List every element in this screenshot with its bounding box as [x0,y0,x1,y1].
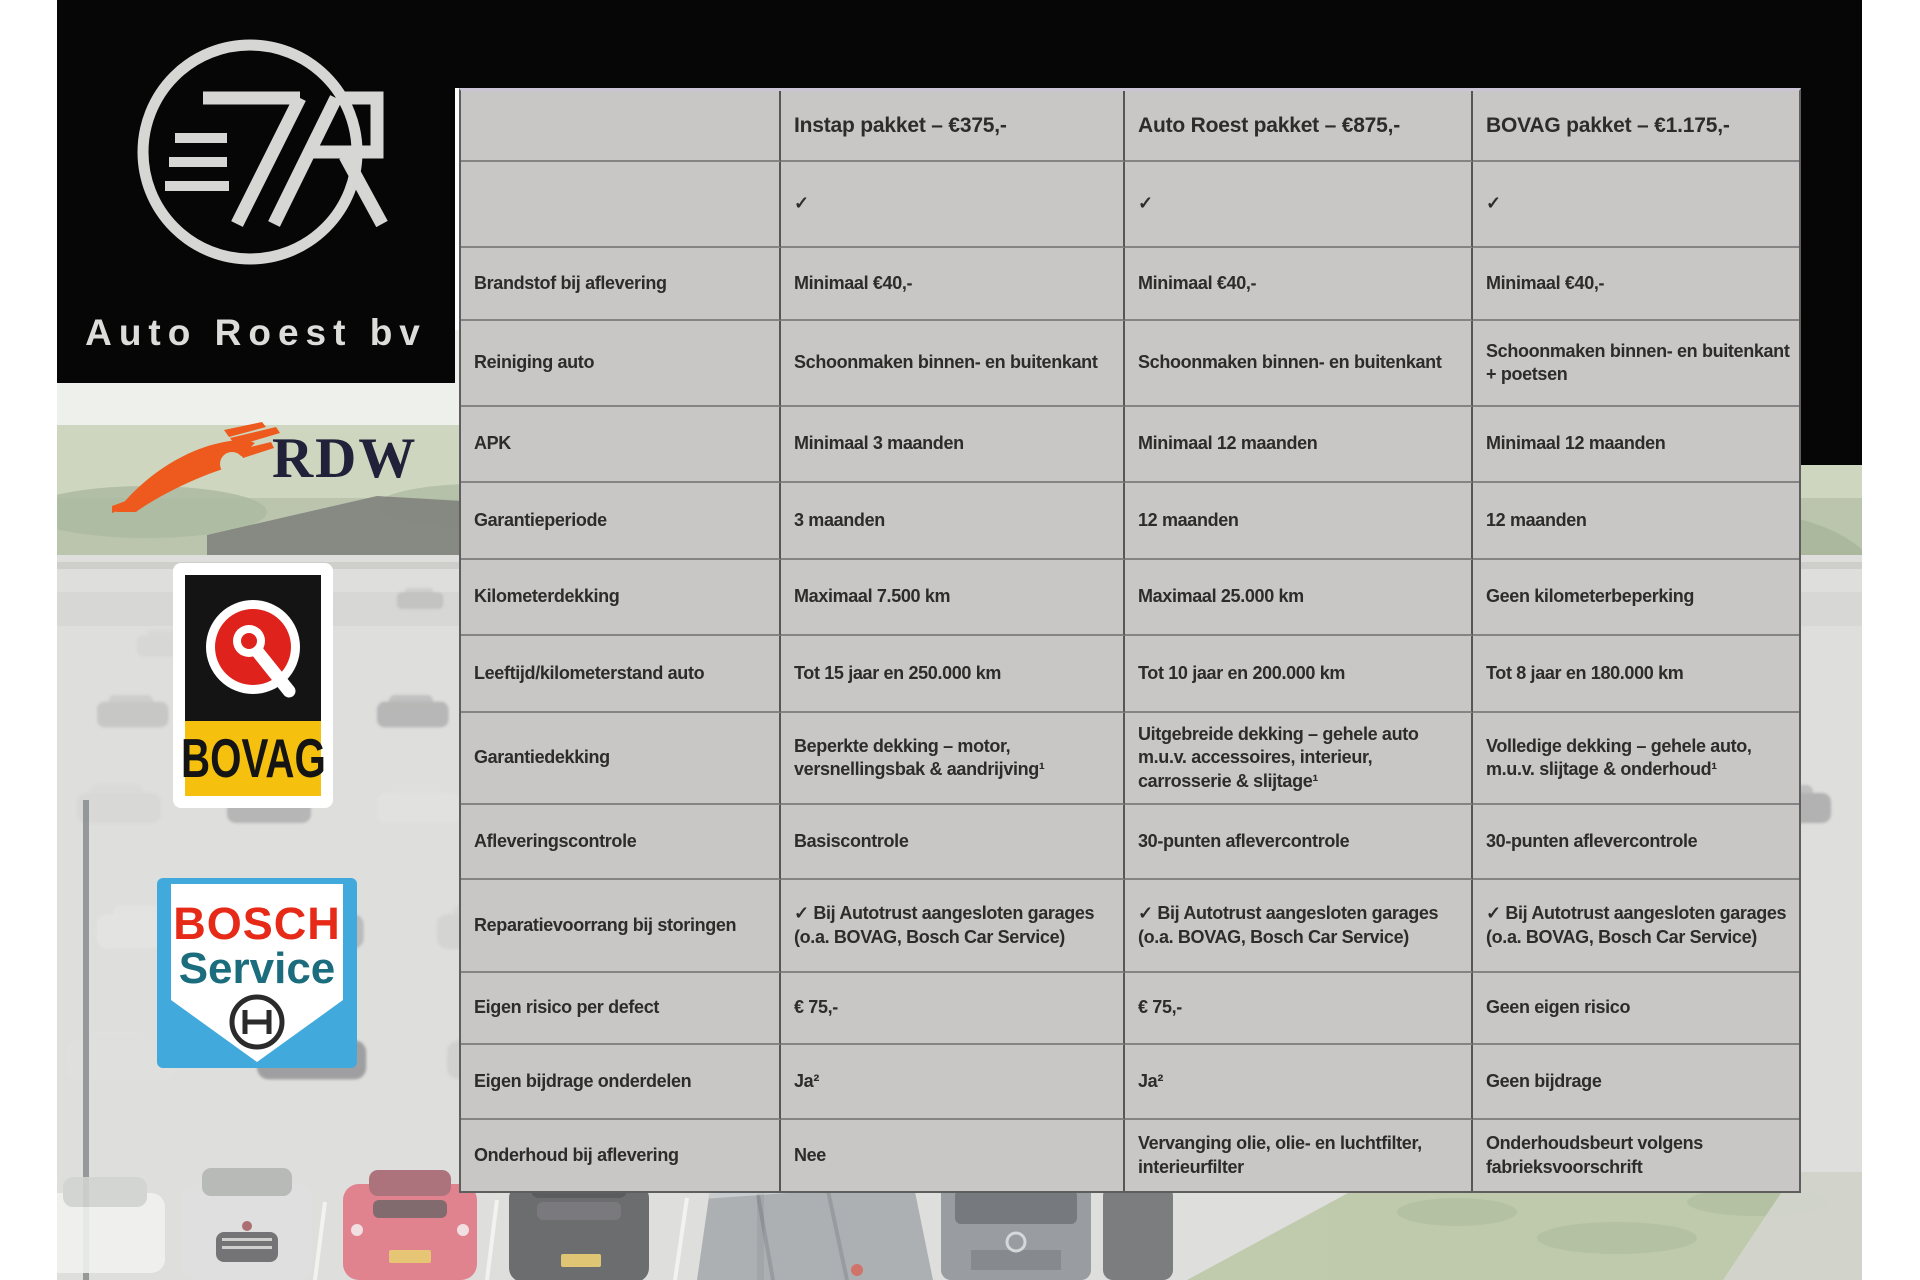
row-label: Reiniging auto [461,321,781,407]
header-cell-autoroest: Auto Roest pakket – €875,- [1125,91,1473,162]
rdw-logo [112,418,418,518]
table-cell: € 75,- [1125,973,1473,1045]
header-cell-bovag: BOVAG pakket – €1.175,- [1473,91,1799,162]
brand-panel [57,0,455,383]
table-cell: Geen bijdrage [1473,1045,1799,1120]
table-cell: Geen eigen risico [1473,973,1799,1045]
header-cell-empty [461,91,781,162]
auto-roest-7r-icon [57,0,455,310]
table-cell: Schoonmaken binnen- en buitenkant [1125,321,1473,407]
table-cell: ✓ Bij Autotrust aangesloten garages (o.a. BOVAG, Bosch Car Service) [1473,880,1799,973]
bovag-turntable-icon [185,575,321,721]
table-cell: 12 maanden [1125,483,1473,560]
row-label: Onderhoud bij aflevering [461,1120,781,1191]
table-cell: Minimaal €40,- [781,248,1125,321]
table-cell: ✓ Bij Autotrust aangesloten garages (o.a. BOVAG, Bosch Car Service) [781,880,1125,973]
table-cell: € 75,- [781,973,1125,1045]
row-label: Brandstof bij aflevering [461,248,781,321]
row-label: APK [461,407,781,483]
table-cell: Tot 8 jaar en 180.000 km [1473,636,1799,713]
row-label: Reparatievoorrang bij storingen [461,880,781,973]
bosch-label-bosch: BOSCH [173,898,341,949]
row-label: Eigen bijdrage onderdelen [461,1045,781,1120]
table-cell: ✓ Bij Autotrust aangesloten garages (o.a. BOVAG, Bosch Car Service) [1125,880,1473,973]
table-cell: Ja² [781,1045,1125,1120]
table-cell: Schoonmaken binnen- en buitenkant + poetsen [1473,321,1799,407]
bovag-yellow-banner [180,721,326,796]
row-label: Leeftijd/kilometerstand auto [461,636,781,713]
table-cell: Onderhoudsbeurt volgens fabrieksvoorschrift [1473,1120,1799,1191]
table-cell: Maximaal 7.500 km [781,560,1125,636]
table-cell: Uitgebreide dekking – gehele auto m.u.v. accessoires, interieur, carrosserie & slijtage¹ [1125,713,1473,805]
table-cell: Minimaal €40,- [1473,248,1799,321]
table-cell: Volledige dekking – gehele auto, m.u.v. slijtage & onderhoud¹ [1473,713,1799,805]
brand-name: Auto Roest bv [85,312,427,353]
row-label: Eigen risico per defect [461,973,781,1045]
row-label [461,162,781,248]
table-cell: 12 maanden [1473,483,1799,560]
table-cell: 30-punten aflevercontrole [1473,805,1799,880]
table-cell: ✓ [1125,162,1473,248]
table-cell: ✓ [1473,162,1799,248]
table-cell: 3 maanden [781,483,1125,560]
header-cell-instap: Instap pakket – €375,- [781,91,1125,162]
table-cell: Minimaal 12 maanden [1125,407,1473,483]
table-cell: Basiscontrole [781,805,1125,880]
bosch-label-service: Service [178,944,336,993]
table-cell: Nee [781,1120,1125,1191]
table-cell: Vervanging olie, olie- en luchtfilter, interieurfilter [1125,1120,1473,1191]
table-cell: Minimaal 12 maanden [1473,407,1799,483]
table-cell: Minimaal 3 maanden [781,407,1125,483]
table-cell: Minimaal €40,- [1125,248,1473,321]
table-cell: Ja² [1125,1045,1473,1120]
rdw-wing-icon [112,420,282,515]
table-cell: ✓ [781,162,1125,248]
row-label: Kilometerdekking [461,560,781,636]
table-cell: Geen kilometerbeperking [1473,560,1799,636]
packages-table [459,88,1801,1193]
bosch-logo [157,878,357,1068]
bovag-logo [173,563,333,808]
table-cell: Beperkte dekking – motor, versnellingsbak & aandrijving¹ [781,713,1125,805]
bovag-label: BOVAG [180,727,326,789]
table-cell: 30-punten aflevercontrole [1125,805,1473,880]
row-label: Afleveringscontrole [461,805,781,880]
right-black-band [1797,0,1862,465]
table-cell: Tot 15 jaar en 250.000 km [781,636,1125,713]
row-label: Garantieperiode [461,483,781,560]
rdw-label: RDW [272,427,418,490]
table-cell: Maximaal 25.000 km [1125,560,1473,636]
table-cell: Schoonmaken binnen- en buitenkant [781,321,1125,407]
row-label: Garantiedekking [461,713,781,805]
table-cell: Tot 10 jaar en 200.000 km [1125,636,1473,713]
